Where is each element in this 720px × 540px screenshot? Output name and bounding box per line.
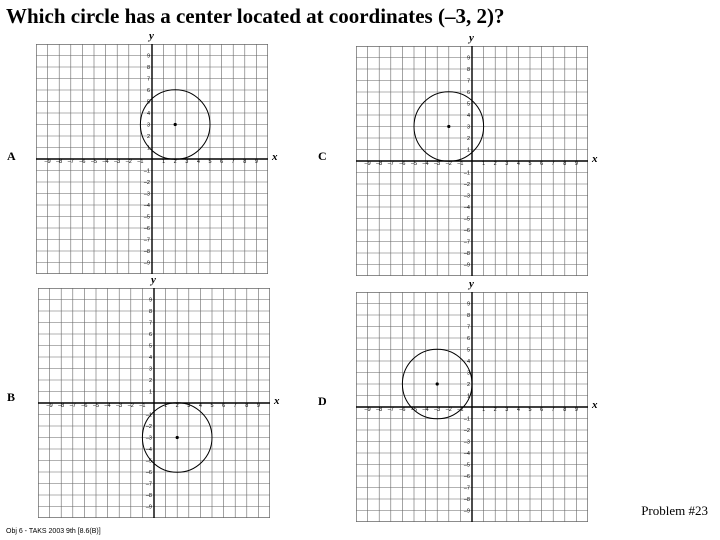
graph-option-b[interactable]	[38, 274, 280, 518]
y-tick-label: –6	[463, 228, 470, 234]
y-tick-label: –5	[463, 462, 470, 469]
x-tick-label: –8	[376, 161, 383, 167]
x-tick-label: –5	[90, 159, 98, 165]
x-tick-label: –4	[102, 159, 109, 165]
x-tick-label: –3	[114, 159, 121, 165]
y-tick-label: –1	[145, 412, 152, 419]
x-tick-label: –4	[422, 407, 429, 413]
y-tick-label: 4	[466, 359, 470, 365]
x-tick-label: –9	[44, 159, 51, 165]
y-tick-label: –8	[463, 497, 470, 503]
x-tick-label: 7	[233, 403, 237, 409]
x-tick-label: 2	[175, 403, 179, 409]
x-tick-label: 7	[551, 161, 555, 167]
x-tick-label: –3	[116, 403, 123, 409]
x-tick-label: 8	[563, 161, 567, 167]
x-tick-label: –6	[81, 403, 88, 409]
x-tick-label: 4	[198, 403, 202, 409]
y-tick-label: 9	[466, 55, 470, 62]
x-tick-label: 2	[493, 407, 497, 413]
x-axis-label: x	[274, 395, 280, 407]
y-tick-label: –7	[463, 239, 470, 246]
y-tick-label: –3	[463, 439, 470, 446]
y-tick-label: –5	[143, 214, 150, 221]
x-tick-label: –5	[410, 407, 418, 413]
graph-option-a[interactable]	[36, 30, 278, 274]
y-tick-label: –5	[463, 216, 470, 223]
y-tick-label: –1	[143, 168, 150, 175]
y-tick-label: –2	[145, 424, 152, 430]
y-tick-label: 6	[466, 90, 470, 96]
x-tick-label: 9	[256, 403, 260, 409]
x-tick-label: 1	[482, 407, 486, 413]
y-tick-label: 5	[466, 347, 470, 354]
option-letter-d: D	[318, 394, 327, 408]
graph-option-d[interactable]	[356, 278, 598, 522]
y-tick-label: –7	[145, 481, 152, 488]
y-tick-label: 2	[146, 134, 150, 140]
x-tick-label: –9	[364, 407, 371, 413]
y-tick-label: 8	[466, 67, 470, 73]
y-tick-label: 6	[466, 336, 470, 342]
x-tick-label: 5	[208, 159, 212, 165]
x-axis-label: x	[592, 153, 598, 165]
y-tick-label: 1	[466, 147, 470, 154]
y-tick-label: 7	[148, 320, 152, 327]
x-tick-label: –2	[445, 161, 452, 167]
x-tick-label: 2	[493, 161, 497, 167]
x-tick-label: –7	[69, 403, 76, 409]
x-tick-label: 3	[505, 161, 509, 167]
y-tick-label: –6	[143, 226, 150, 232]
x-tick-label: –4	[422, 161, 429, 167]
y-tick-label: –9	[143, 260, 150, 267]
y-tick-label: 9	[466, 301, 470, 308]
y-tick-label: 8	[148, 309, 152, 315]
y-tick-label: 2	[466, 136, 470, 142]
x-tick-label: 6	[540, 407, 544, 413]
x-tick-label: –1	[139, 403, 146, 409]
y-tick-label: –8	[145, 493, 152, 499]
x-tick-label: 4	[516, 407, 520, 413]
x-tick-label: 1	[162, 159, 166, 165]
x-tick-label: 4	[516, 161, 520, 167]
y-tick-label: 3	[146, 122, 150, 129]
y-tick-label: 7	[466, 78, 470, 85]
y-tick-label: 5	[466, 101, 470, 108]
option-letter-a: A	[7, 149, 16, 163]
y-tick-label: 1	[148, 389, 152, 396]
y-tick-label: 3	[148, 366, 152, 373]
x-tick-label: 2	[173, 159, 177, 165]
y-tick-label: 2	[148, 378, 152, 384]
y-tick-label: 3	[466, 370, 470, 377]
x-tick-label: 3	[185, 159, 189, 165]
y-tick-label: –9	[463, 508, 470, 515]
x-tick-label: –3	[434, 407, 441, 413]
y-tick-label: –1	[463, 170, 470, 177]
y-tick-label: –3	[145, 435, 152, 442]
y-axis-label: y	[469, 32, 474, 44]
y-tick-label: –6	[463, 474, 470, 480]
y-axis-label: y	[151, 274, 156, 286]
x-tick-label: 3	[505, 407, 509, 413]
y-tick-label: 4	[466, 113, 470, 119]
x-tick-label: 9	[574, 407, 578, 413]
y-tick-label: –5	[145, 458, 152, 465]
x-tick-label: –8	[376, 407, 383, 413]
x-tick-label: 9	[254, 159, 258, 165]
y-tick-label: –6	[145, 470, 152, 476]
y-tick-label: –3	[463, 193, 470, 200]
x-axis-label: x	[592, 399, 598, 411]
y-tick-label: –2	[463, 428, 470, 434]
x-tick-label: –4	[104, 403, 111, 409]
y-tick-label: 5	[146, 99, 150, 106]
x-tick-label: –8	[58, 403, 65, 409]
y-tick-label: –2	[463, 182, 470, 188]
y-tick-label: –9	[463, 262, 470, 269]
y-tick-label: 7	[466, 324, 470, 331]
circle-center-point	[176, 436, 179, 439]
x-tick-label: –2	[125, 159, 132, 165]
circle-center-point	[436, 382, 439, 385]
y-tick-label: –2	[143, 180, 150, 186]
y-tick-label: 4	[146, 111, 150, 117]
y-tick-label: –4	[145, 447, 152, 453]
y-tick-label: –4	[143, 203, 150, 209]
y-tick-label: 5	[148, 343, 152, 350]
x-tick-label: 8	[563, 407, 567, 413]
option-letter-b: B	[7, 390, 16, 404]
x-tick-label: –7	[67, 159, 74, 165]
y-tick-label: 6	[148, 332, 152, 338]
x-tick-label: 5	[528, 407, 532, 413]
y-tick-label: –8	[143, 249, 150, 255]
y-tick-label: –4	[463, 205, 470, 211]
x-tick-label: –6	[399, 161, 406, 167]
x-tick-label: –1	[137, 159, 144, 165]
x-tick-label: 7	[551, 407, 555, 413]
x-tick-label: –2	[127, 403, 134, 409]
x-tick-label: –8	[56, 159, 63, 165]
circle-center-point	[447, 125, 450, 128]
x-tick-label: –5	[410, 161, 418, 167]
option-letter-c: C	[318, 149, 327, 163]
x-tick-label: 5	[210, 403, 214, 409]
question-title: Which circle has a center located at coordinates (–3, 2)?	[6, 4, 505, 28]
y-tick-label: 6	[146, 88, 150, 94]
x-tick-label: 8	[245, 403, 249, 409]
circle-center-point	[174, 123, 177, 126]
x-tick-label: 1	[482, 161, 486, 167]
x-tick-label: –3	[434, 161, 441, 167]
y-tick-label: –9	[145, 504, 152, 511]
objective-footer: Obj 6 - TAKS 2003 9th [8.6(B)]	[6, 528, 101, 535]
x-tick-label: –2	[445, 407, 452, 413]
y-tick-label: 3	[466, 124, 470, 131]
y-tick-label: 8	[146, 65, 150, 71]
x-tick-label: 4	[196, 159, 200, 165]
y-tick-label: 4	[148, 355, 152, 361]
x-tick-label: –1	[457, 407, 464, 413]
x-tick-label: –5	[92, 403, 100, 409]
x-tick-label: –6	[399, 407, 406, 413]
y-tick-label: 1	[146, 145, 150, 152]
x-tick-label: –7	[387, 407, 394, 413]
y-tick-label: –1	[463, 416, 470, 423]
y-tick-label: –7	[463, 485, 470, 492]
x-tick-label: –9	[364, 161, 371, 167]
y-axis-label: y	[149, 30, 154, 42]
x-tick-label: 8	[243, 159, 247, 165]
y-tick-label: 7	[146, 76, 150, 83]
x-tick-label: 7	[231, 159, 235, 165]
x-tick-label: 6	[220, 159, 224, 165]
y-tick-label: –7	[143, 237, 150, 244]
y-tick-label: 9	[148, 297, 152, 304]
x-tick-label: –9	[46, 403, 53, 409]
y-tick-label: 2	[466, 382, 470, 388]
graph-option-c[interactable]	[356, 32, 598, 276]
x-tick-label: 9	[574, 161, 578, 167]
y-tick-label: –3	[143, 191, 150, 198]
x-tick-label: –1	[457, 161, 464, 167]
y-axis-label: y	[469, 278, 474, 290]
y-tick-label: 1	[466, 393, 470, 400]
x-tick-label: –6	[79, 159, 86, 165]
x-axis-label: x	[272, 151, 278, 163]
y-tick-label: –8	[463, 251, 470, 257]
x-tick-label: 5	[528, 161, 532, 167]
x-tick-label: 6	[540, 161, 544, 167]
x-tick-label: 6	[222, 403, 226, 409]
problem-number: Problem #23	[641, 503, 708, 518]
x-tick-label: –7	[387, 161, 394, 167]
x-tick-label: 1	[164, 403, 168, 409]
y-tick-label: –4	[463, 451, 470, 457]
y-tick-label: 8	[466, 313, 470, 319]
y-tick-label: 9	[146, 53, 150, 60]
x-tick-label: 3	[187, 403, 191, 409]
